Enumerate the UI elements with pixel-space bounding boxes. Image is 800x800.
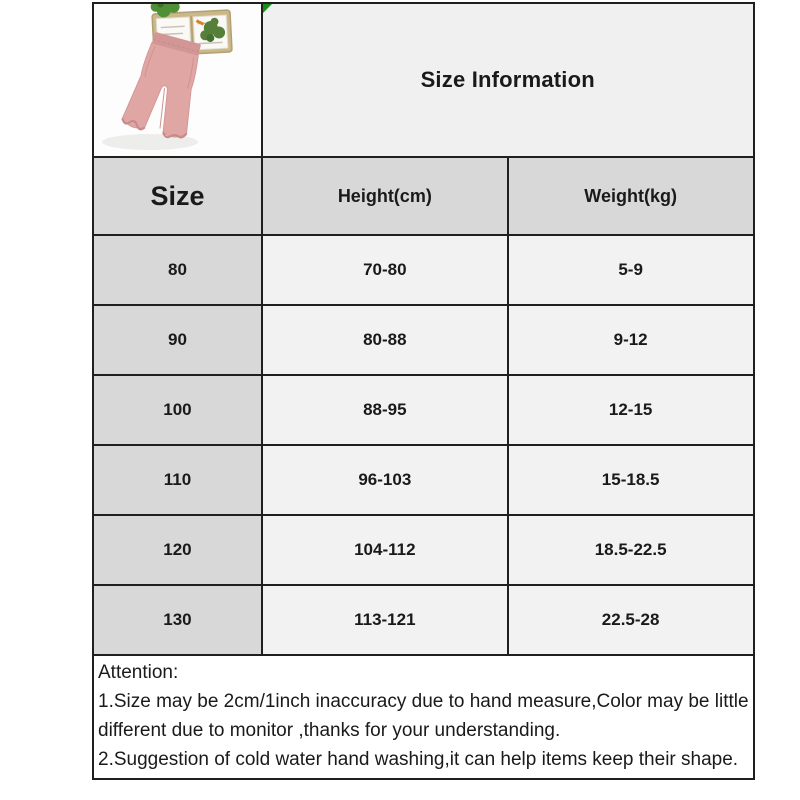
attention-line: different due to monitor ,thanks for your understanding. [98, 720, 561, 741]
table-row [93, 235, 754, 305]
table-row [93, 585, 754, 655]
height-cell: 104-112 [262, 515, 508, 585]
size-information-title-cell [262, 3, 754, 157]
green-corner-triangle-icon [263, 4, 272, 13]
size-cell: 120 [93, 515, 262, 585]
col-header-size: Size [93, 157, 262, 235]
weight-cell: 9-12 [508, 305, 754, 375]
table-row [93, 515, 754, 585]
attention-heading: Attention: [98, 662, 179, 683]
table-row [93, 305, 754, 375]
height-cell: 80-88 [262, 305, 508, 375]
attention-line: 2.Suggestion of cold water hand washing,it can help items keep their shape. [98, 749, 739, 770]
height-cell: 88-95 [262, 375, 508, 445]
size-chart-table [92, 2, 755, 780]
weight-cell: 18.5-22.5 [508, 515, 754, 585]
size-cell: 130 [93, 585, 262, 655]
attention-row [93, 655, 754, 779]
size-cell: 80 [93, 235, 262, 305]
weight-cell: 15-18.5 [508, 445, 754, 515]
product-photo-cell [93, 3, 262, 157]
attention-note-cell [93, 655, 754, 779]
weight-cell: 5-9 [508, 235, 754, 305]
table-row [93, 445, 754, 515]
weight-cell: 22.5-28 [508, 585, 754, 655]
pink-pants-product-photo-icon [94, 4, 248, 156]
attention-line: 1.Size may be 2cm/1inch inaccuracy due to hand measure,Color may be little [98, 691, 749, 712]
table-header-row [93, 157, 754, 235]
size-cell: 90 [93, 305, 262, 375]
col-header-height: Height(cm) [262, 157, 508, 235]
size-cell: 110 [93, 445, 262, 515]
page-title: Size Information [420, 67, 595, 92]
weight-cell: 12-15 [508, 375, 754, 445]
height-cell: 96-103 [262, 445, 508, 515]
height-cell: 70-80 [262, 235, 508, 305]
size-chart-table-wrapper [92, 2, 755, 780]
table-row [93, 375, 754, 445]
size-cell: 100 [93, 375, 262, 445]
photo-title-row [93, 3, 754, 157]
height-cell: 113-121 [262, 585, 508, 655]
col-header-weight: Weight(kg) [508, 157, 754, 235]
